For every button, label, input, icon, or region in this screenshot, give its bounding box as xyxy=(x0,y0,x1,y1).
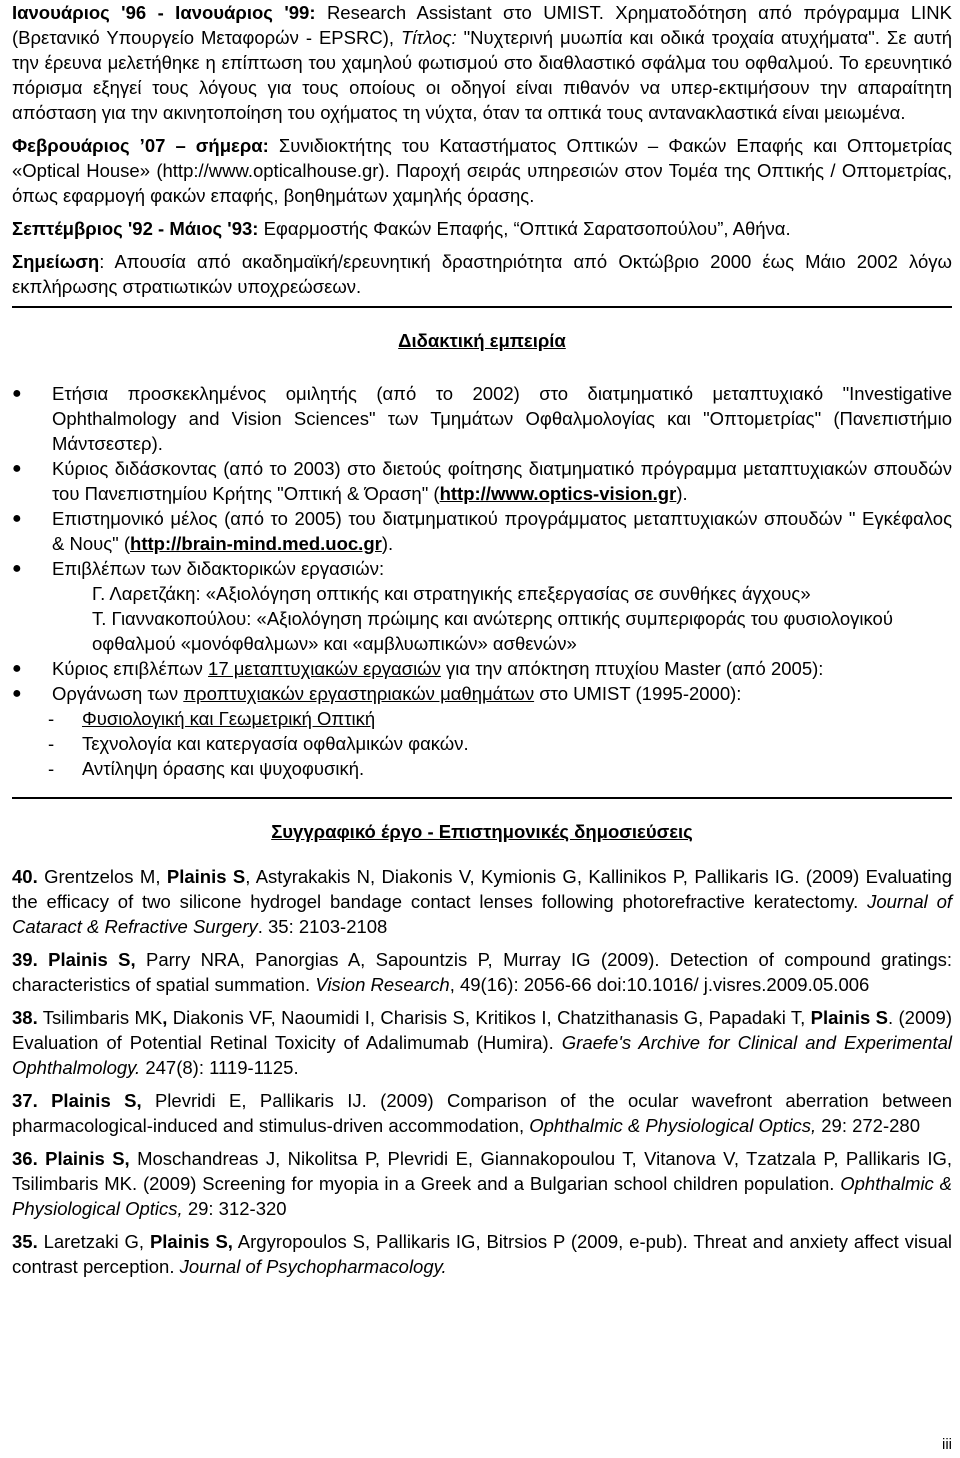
list-item-text xyxy=(52,506,952,556)
dash-mark: - xyxy=(48,758,55,779)
list-item-text xyxy=(52,656,952,681)
list-item xyxy=(12,381,952,456)
reference-tail: , 49(16): 2056-66 doi:10.1016/ j.visres.2009.05.006 xyxy=(449,974,870,995)
journal-name: Journal of Cataract & Refractive Surgery xyxy=(12,891,953,937)
reference-number: 36. xyxy=(12,1148,38,1169)
cv-entry-1999 xyxy=(12,0,952,125)
reference-tail: 29: 312-320 xyxy=(182,1198,287,1219)
list-item-text: Ετήσια προσκεκλημένος ομιλητής (από το 2002) στο διατμηματικό μεταπτυχιακό "Investigative Ophthalmology and Vision Sciences" των Τμημάτων Οφθαλμολογίας και "Οπτομετρίας" (Πανεπιστήμιο Μάντσεστερ). xyxy=(52,383,952,454)
reference-item xyxy=(12,1005,952,1080)
author-highlight: Plainis S xyxy=(810,1007,888,1028)
authors: Grentzelos M, xyxy=(37,866,167,887)
authors: Tsilimbaris MK xyxy=(37,1007,163,1028)
bullet-dot-icon: ● xyxy=(12,660,22,677)
author-highlight: Plainis S, xyxy=(37,1090,142,1111)
course-item xyxy=(12,706,952,731)
course-item xyxy=(12,756,952,781)
bullet-dot-icon: ● xyxy=(12,685,22,702)
reference-number: 37. xyxy=(12,1090,38,1111)
list-item xyxy=(12,681,952,706)
teaching-heading-text: Διδακτική εμπειρία xyxy=(398,330,566,351)
list-item-text xyxy=(52,456,952,506)
journal-name: Graefe's Archive for Clinical and Experimental Ophthalmology. xyxy=(12,1032,953,1078)
text: Επιστημονικό μέλος (από το 2005) του διατμηματικού προγράμματος μεταπτυχιακών σπουδών " Εγκέφαλος & Νους" ( xyxy=(52,508,952,554)
cv-entry-1992 xyxy=(12,216,952,241)
course-name: Τεχνολογία και κατεργασία οφθαλμικών φακών. xyxy=(82,733,469,754)
text: Κύριος διδάσκοντας (από το 2003) στο διετούς φοίτησης διατμηματικό πρόγραμμα μεταπτυχιακών σπουδών του Πανεπιστημίου Κρήτης "Οπτική & Όραση" ( xyxy=(52,458,952,504)
supervised-thesis: Γ. Λαρετζάκη: «Αξιολόγηση οπτικής και στρατηγικής επεξεργασίας σε συνθήκες άγχους» xyxy=(92,583,811,604)
document-page xyxy=(12,0,952,1287)
cv-text: "Νυχτερινή μυωπία και οδικά τροχαία ατυχήματα". Σε αυτή την έρευνα μελετήθηκε η επίπτωση του χαμηλού φωτισμού στο διαθλαστικό σφάλμα του οφθαλμού. Το ερευνητικό πόρισμα εξηγεί τους λόγους για τους οποίους οι οδηγοί είναι πιθανόν να υπερ-εκτιμήσουν την απαραίτητη απόσταση για την ακινητοποίηση του οχήματος τη νύχτα, όταν τα οπτικά τους αντανακλαστικά είναι μειωμένα. xyxy=(12,27,952,123)
reference-item xyxy=(12,1229,952,1279)
cv-text: Εφαρμοστής Φακών Επαφής, “Οπτικά Σαρατσοπούλου”, Αθήνα. xyxy=(258,218,791,239)
comma: , xyxy=(162,1007,168,1028)
reference-item xyxy=(12,947,952,997)
cv-date: Ιανουάριος '96 - Ιανουάριος '99: xyxy=(12,2,316,23)
note-text: : Απουσία από ακαδημαϊκή/ερευνητική δραστηριότητα από Οκτώβριο 2000 έως Μάιο 2002 λόγω εκπλήρωσης στρατιωτικών υποχρεώσεων. xyxy=(12,251,952,297)
cv-text: Research Assistant στο UMIST. Χρηματοδότηση από πρόγραμμα LINK (Βρετανικό Υπουργείο Μεταφορών - EPSRC), xyxy=(12,2,952,48)
cv-note xyxy=(12,249,952,299)
underlined-text: 17 μεταπτυχιακών εργασιών xyxy=(208,658,441,679)
journal-name: Ophthalmic & Physiological Optics, xyxy=(12,1173,952,1219)
author-highlight: Plainis S xyxy=(166,866,246,887)
journal-name: Vision Research xyxy=(315,974,450,995)
cv-date: Σεπτέμβριος '92 - Μάιος '93: xyxy=(12,218,259,239)
reference-body: Plevridi E, Pallikaris IJ. (2009) Comparison of the ocular wavefront aberration between pharmacological-induced and stimulus-driven accommodation, xyxy=(12,1090,952,1136)
reference-number: 35. xyxy=(12,1231,38,1252)
section-divider xyxy=(12,797,952,799)
reference-body: . (2009) Evaluation of Potential Retinal Toxicity of Adalimumab (Humira). xyxy=(12,1007,952,1053)
course-name: Αντίληψη όρασης και ψυχοφυσική. xyxy=(82,758,365,779)
section-divider xyxy=(12,306,952,308)
teaching-heading xyxy=(12,328,952,353)
text: ). xyxy=(381,533,394,554)
journal-name: Journal of Psychopharmacology. xyxy=(179,1256,447,1277)
list-item xyxy=(12,456,952,506)
text: στο UMIST (1995-2000): xyxy=(534,683,742,704)
optics-vision-link[interactable]: http://www.optics-vision.gr xyxy=(439,483,677,504)
author-highlight: Plainis S, xyxy=(149,1231,233,1252)
text: Οργάνωση των xyxy=(52,683,184,704)
note-label: Σημείωση xyxy=(12,251,100,272)
underlined-text: προπτυχιακών εργαστηριακών μαθημάτων xyxy=(183,683,535,704)
cv-entry-2007 xyxy=(12,133,952,208)
authors: Diakonis VF, Naoumidi I, Charisis S, Kritikos I, Chatzithanasis G, Papadaki T, xyxy=(167,1007,811,1028)
dash-mark: - xyxy=(48,733,55,754)
reference-tail: 247(8): 1119-1125. xyxy=(140,1057,299,1078)
reference-item xyxy=(12,1146,952,1221)
list-item-text: Επιβλέπων των διδακτορικών εργασιών: xyxy=(52,558,385,579)
author-highlight: Plainis S, xyxy=(37,949,136,970)
list-item xyxy=(12,556,952,581)
bullet-dot-icon: ● xyxy=(12,460,22,477)
reference-tail: 29: 272-280 xyxy=(816,1115,921,1136)
text: για την απόκτηση πτυχίου Master (από 2005): xyxy=(440,658,824,679)
course-item xyxy=(12,731,952,756)
text: ). xyxy=(676,483,688,504)
reference-body: Moschandreas J, Nikolitsa P, Plevridi E, Giannakopoulou T, Vitanova V, Tzatzala P, Pallikaris IG, Tsilimbaris MK. (2009) Screening for myopia in a Greek and a Bulgarian school children population. xyxy=(12,1148,952,1194)
title-label: Τίτλος: xyxy=(400,27,457,48)
publications-heading xyxy=(12,819,952,844)
dash-mark: - xyxy=(48,708,55,729)
reference-number: 40. xyxy=(12,866,38,887)
text: Κύριος επιβλέπων xyxy=(52,658,209,679)
reference-item xyxy=(12,864,952,939)
reference-tail: . 35: 2103-2108 xyxy=(257,916,388,937)
reference-number: 38. xyxy=(12,1007,38,1028)
page-number: iii xyxy=(942,1436,952,1453)
reference-item xyxy=(12,1088,952,1138)
course-name: Φυσιολογική και Γεωμετρική Οπτική xyxy=(82,708,376,729)
publications-heading-text: Συγγραφικό έργο - Επιστημονικές δημοσιεύσεις xyxy=(271,821,693,842)
reference-body: Argyropoulos S, Pallikaris IG, Bitrsios P (2009, e-pub). Threat and anxiety affect visual contrast perception. xyxy=(12,1231,952,1277)
list-item xyxy=(12,506,952,556)
authors: Laretzaki G, xyxy=(37,1231,150,1252)
cv-text: Συνιδιοκτήτης του Καταστήματος Οπτικών – Φακών Επαφής και Οπτομετρίας «Optical House» (http://www.opticalhouse.gr). Παροχή σειράς υπηρεσιών στον Τομέα της Οπτικής / Οπτομετρίας, όπως εφαρμογή φακών επαφής, βοηθημάτων χαμηλής όρασης. xyxy=(12,135,953,206)
cv-date: Φεβρουάριος ’07 – σήμερα: xyxy=(12,135,269,156)
reference-number: 39. xyxy=(12,949,38,970)
bullet-dot-icon: ● xyxy=(12,510,22,527)
bullet-dot-icon: ● xyxy=(12,385,22,402)
reference-body: Parry NRA, Panorgias A, Sapountzis P, Murray IG (2009). Detection of compound gratings: characteristics of spatial summation. xyxy=(12,949,952,995)
list-item-text xyxy=(52,681,952,706)
supervised-thesis: Τ. Γιαννακοπούλου: «Αξιολόγηση πρώιμης και ανώτερης οπτικής συμπεριφοράς του φυσιολογικού οφθαλμού «μονόφθαλμων» και «αμβλυωπικών» ασθενών» xyxy=(92,608,893,654)
journal-name: Ophthalmic & Physiological Optics, xyxy=(529,1115,817,1136)
brain-mind-link[interactable]: http://brain-mind.med.uoc.gr xyxy=(130,533,382,554)
author-highlight: Plainis S, xyxy=(37,1148,130,1169)
list-item xyxy=(12,656,952,681)
bullet-dot-icon: ● xyxy=(12,560,22,577)
reference-body: , Astyrakakis N, Diakonis V, Kymionis G, Kallinikos P, Pallikaris IG. (2009) Evaluating the efficacy of two silicone hydrogel bandage contact lenses following photorefractive keratectomy. xyxy=(12,866,952,912)
